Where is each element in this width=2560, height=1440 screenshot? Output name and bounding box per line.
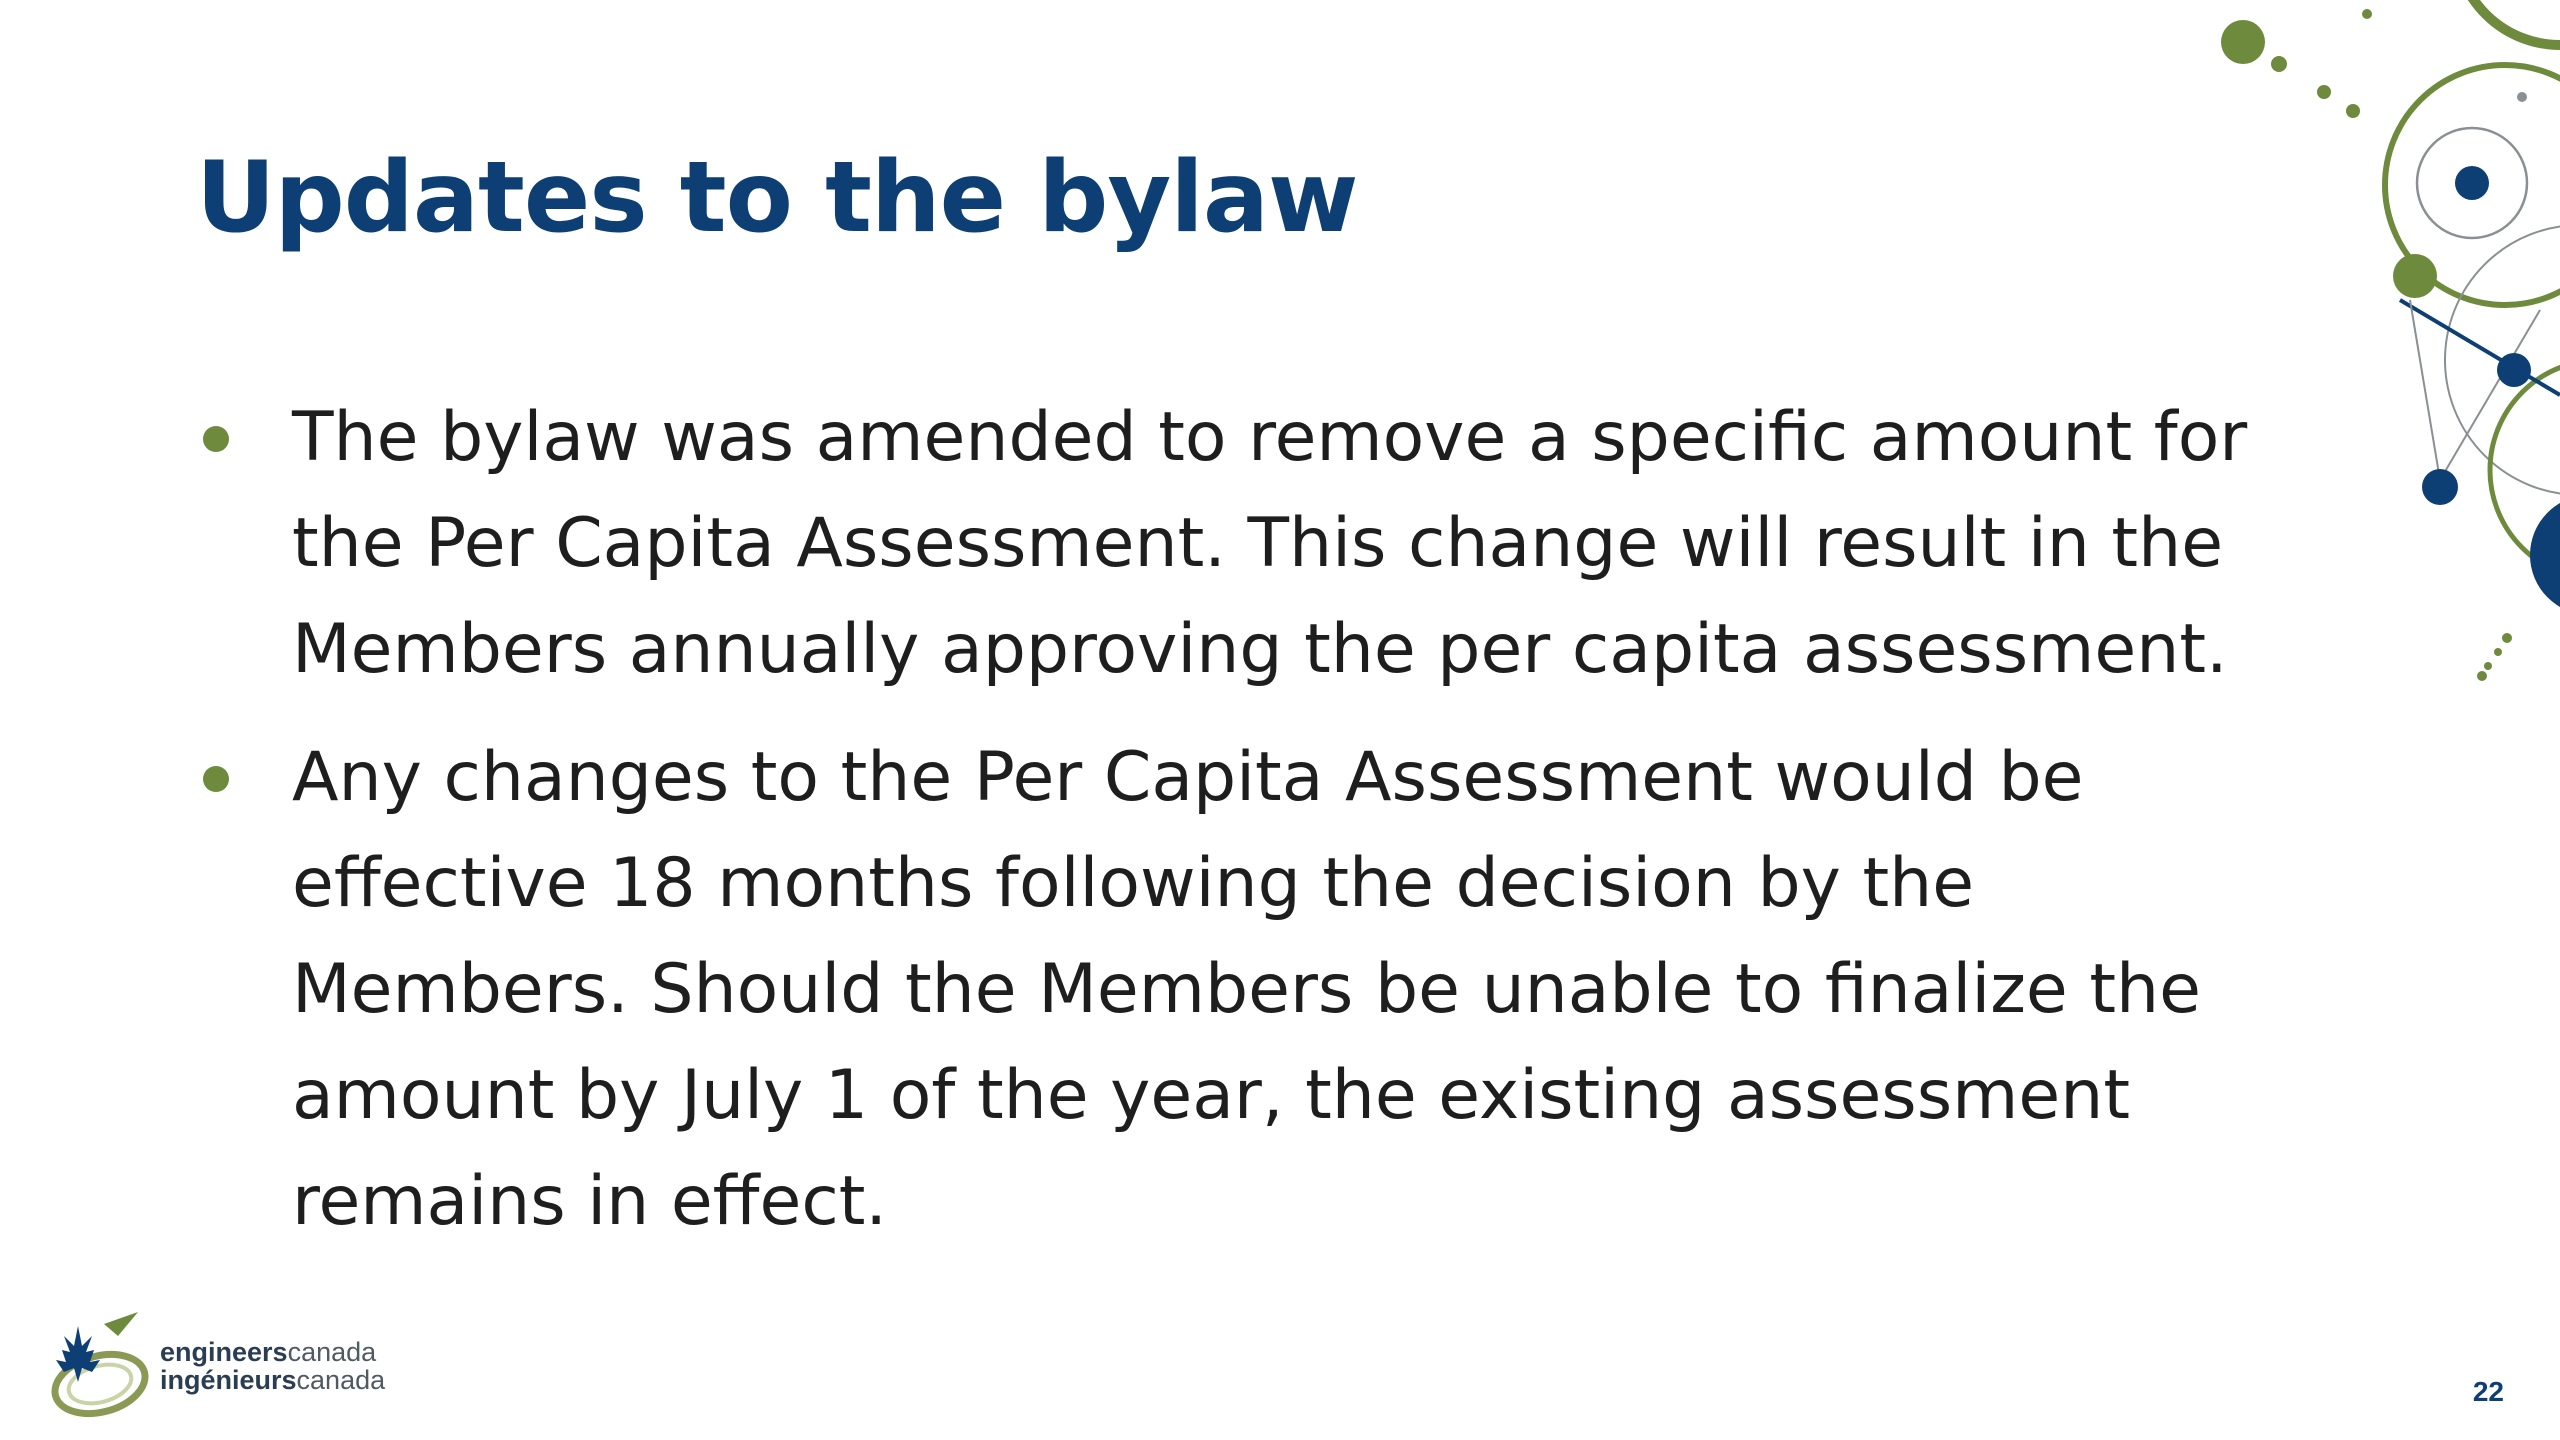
bullet-dot-icon (203, 426, 229, 452)
bullet-list (196, 385, 2286, 1277)
logo-line-1-bold: engineers (160, 1337, 288, 1367)
deco-trail-dot-10 (2477, 671, 2487, 681)
maple-leaf-swoosh-icon (34, 1306, 154, 1426)
bullet-text: Any changes to the Per Capita Assessment would be effective 18 months following the decision by the Members. Should the Members be unable to finalize the amount by July 1 of the year, the existing assessment remains in effect. (292, 738, 2201, 1241)
deco-trail-dot-8 (2494, 648, 2502, 656)
logo-wordmark (160, 1338, 385, 1394)
slide-title: Updates to the bylaw (196, 141, 1358, 255)
bullet-item (196, 385, 2286, 703)
deco-trail-dot-5 (2362, 9, 2372, 19)
bullet-dot-icon (203, 766, 229, 792)
deco-trail-dot-9 (2484, 662, 2492, 670)
logo-line-1-light: canada (287, 1337, 377, 1367)
deco-dot-navy-3 (2422, 469, 2458, 505)
bullet-text: The bylaw was amended to remove a specific amount for the Per Capita Assessment. This change will result in the Members annually approving the per capita assessment. (292, 398, 2248, 689)
deco-dot-navy-2 (2497, 353, 2531, 387)
deco-arc (2455, 0, 2560, 45)
deco-line-grey-2 (2410, 300, 2440, 480)
page-number: 22 (2472, 1376, 2504, 1407)
deco-trail-dot-7 (2502, 633, 2512, 643)
deco-trail-dot-3 (2317, 85, 2331, 99)
engineers-canada-logo (34, 1306, 385, 1426)
deco-dot-navy-large (2530, 495, 2560, 615)
logo-line-1 (160, 1338, 385, 1366)
logo-line-2-bold: ingénieurs (160, 1365, 297, 1395)
deco-trail-dot-2 (2271, 56, 2287, 72)
deco-dot-green-large (2393, 254, 2437, 298)
deco-trail-dot-6 (2517, 92, 2527, 102)
logo-line-2-light: canada (296, 1365, 386, 1395)
deco-trail-dot-4 (2346, 104, 2360, 118)
bullet-item (196, 725, 2286, 1255)
logo-line-2 (160, 1366, 385, 1394)
deco-trail-dot-1 (2221, 20, 2265, 64)
deco-dot-navy (2455, 166, 2489, 200)
